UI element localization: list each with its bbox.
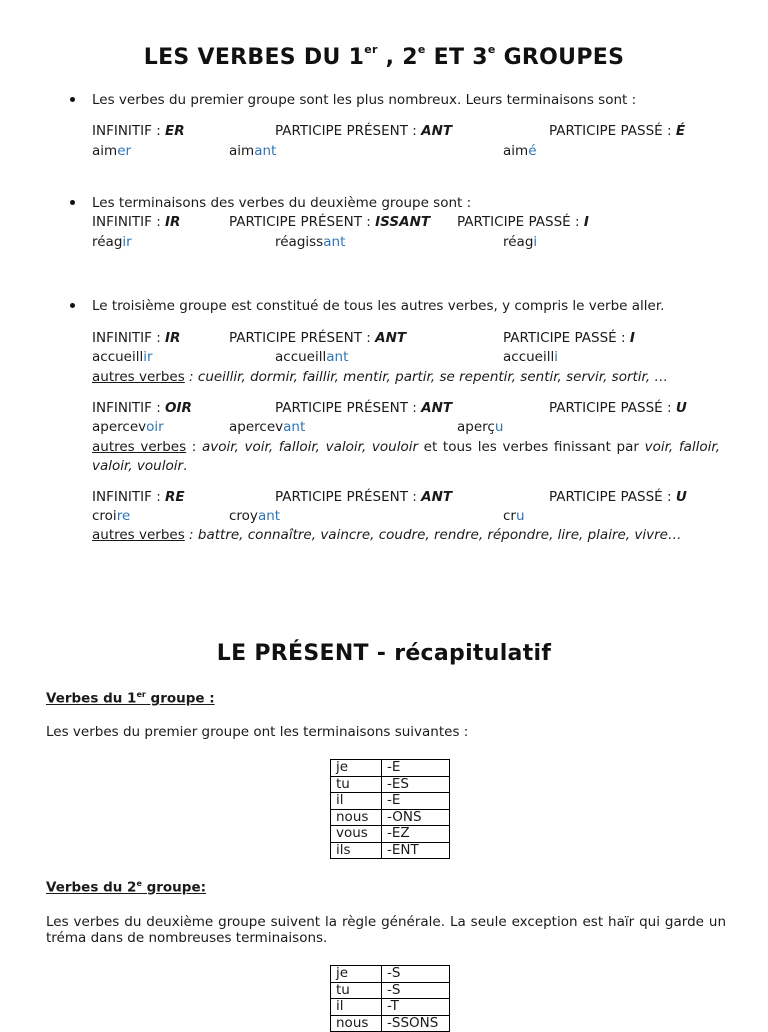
table-row: ils -ENT [331,842,450,859]
g2-intro: Les terminaisons des verbes du deuxième groupe sont : [92,195,472,211]
table-row: je -S [331,966,450,983]
g2-participe-passe: PARTICIPE PASSÉ : I [457,214,589,230]
table-row: il -E [331,793,450,810]
group1-text: Les verbes du premier groupe ont les terminaisons suivantes : [46,724,469,740]
group1-endings-table [330,759,450,859]
g3c-other-verbs: autres verbes : battre, connaître, vaincre, coudre, rendre, répondre, lire, plaire, vivre… [92,527,682,543]
g3c-example-pa: cru [503,508,525,524]
g3c-example-infinitif: croire [92,508,131,524]
group2-endings-table [330,965,450,1032]
g3b-participe-passe: PARTICIPE PASSÉ : U [549,400,687,416]
g2-participe-present: PARTICIPE PRÉSENT : ISSANT [229,214,431,230]
g3c-participe-passe: PARTICIPE PASSÉ : U [549,489,687,505]
table-row: nous -ONS [331,809,450,826]
g3b-example-infinitif: apercevoir [92,419,164,435]
bullet-icon [70,200,75,205]
heading-group1: Verbes du 1er groupe : [46,690,215,707]
heading-group2: Verbes du 2e groupe: [46,879,207,896]
g1-example-pp: aimant [229,143,277,159]
g2-example-infinitif: réagir [92,234,132,250]
g3a-example-infinitif: accueillir [92,349,153,365]
g2-infinitif: INFINITIF : IR [92,214,181,230]
table-row: tu -S [331,982,450,999]
g3c-example-pp: croyant [229,508,281,524]
g3b-example-pa: aperçu [457,419,504,435]
g3a-example-pp: accueillant [275,349,349,365]
table-row: vous -EZ [331,826,450,843]
g1-infinitif: INFINITIF : ER [92,123,185,139]
g2-example-pp: réagissant [275,234,346,250]
g3-intro: Le troisième groupe est constitué de tous les autres verbes, y compris le verbe aller. [92,298,665,314]
table-row: je -E [331,760,450,777]
g1-participe-present: PARTICIPE PRÉSENT : ANT [275,123,453,139]
g1-example-pa: aimé [503,143,537,159]
main-title: LES VERBES DU 1er , 2e ET 3e GROUPES [143,43,625,70]
g3c-infinitif: INFINITIF : RE [92,489,185,505]
table-row: nous -SSONS [331,1015,450,1032]
g1-example-infinitif: aimer [92,143,132,159]
table-row: tu -ES [331,776,450,793]
g3a-example-pa: accueilli [503,349,558,365]
table-row: il -T [331,999,450,1016]
g1-intro: Les verbes du premier groupe sont les plus nombreux. Leurs terminaisons sont : [92,92,637,108]
bullet-icon [70,303,75,308]
bullet-icon [70,97,75,102]
section-title-present: LE PRÉSENT - récapitulatif [216,641,552,666]
g3c-participe-present: PARTICIPE PRÉSENT : ANT [275,489,453,505]
g3a-participe-passe: PARTICIPE PASSÉ : I [503,330,635,346]
g3a-participe-present: PARTICIPE PRÉSENT : ANT [229,330,407,346]
g3b-other-verbs: autres verbes : avoir, voir, falloir, valoir, vouloir et tous les verbes finissant par voir, falloir, valoir, vouloir. [92,439,721,474]
g3b-participe-present: PARTICIPE PRÉSENT : ANT [275,400,453,416]
g3b-example-pp: apercevant [229,419,306,435]
g3a-infinitif: INFINITIF : IR [92,330,181,346]
g1-participe-passe: PARTICIPE PASSÉ : É [549,123,686,139]
g3a-other-verbs: autres verbes : cueillir, dormir, faillir, mentir, partir, se repentir, sentir, servir, sortir, … [92,369,668,385]
g2-example-pa: réagi [503,234,538,250]
group2-text: Les verbes du deuxième groupe suivent la règle générale. La seule exception est haïr qui garde un tréma dans de nombreuses terminaisons. [46,914,726,946]
g3b-infinitif: INFINITIF : OIR [92,400,192,416]
